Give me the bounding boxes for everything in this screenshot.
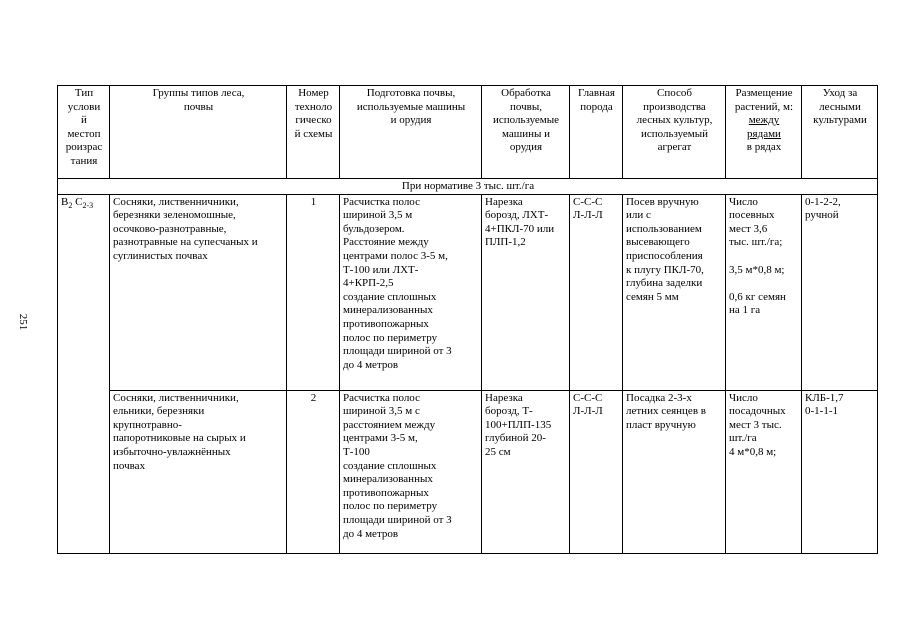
cell-line: семян 5 мм [626, 290, 679, 303]
cell-line: тыс. шт./га; [729, 236, 783, 249]
cell-line: шт./га [729, 432, 757, 445]
main-species-cell [570, 390, 623, 553]
cell-line: й схемы [294, 127, 333, 140]
cell-line: Номер [298, 87, 329, 99]
placement-cell [726, 194, 802, 390]
cell-line: местоп [67, 127, 101, 140]
cell-line: избыточно-увлажнённых [113, 445, 231, 458]
cell-line: центрами 3-5 м, [343, 432, 418, 445]
cell-line: Посадка 2-3-х [626, 391, 692, 404]
header-condition-type [58, 86, 110, 179]
scheme-no-cell: 2 [287, 390, 340, 553]
cell-line: суглинистых почвах [113, 249, 208, 262]
header-soil-treatment [482, 86, 570, 179]
header-placement-in-rows: в рядах [746, 141, 782, 154]
forest-groups-cell [110, 390, 287, 553]
cell-line: Сосняки, лиственничники, [113, 391, 239, 404]
cell-line: глубиной 20- [485, 432, 546, 445]
cell-line: пласт вручную [626, 418, 696, 431]
cell-line: и орудия [390, 114, 432, 127]
cell-line: 100+ПЛП-135 [485, 418, 552, 431]
cell-line: машины и [501, 127, 551, 140]
main-species-cell [570, 194, 623, 390]
cell-line: создание сплошных [343, 459, 437, 472]
cell-line: производства [643, 100, 706, 113]
cell-line: противопожарных [343, 317, 429, 330]
cell-line: Т-100 или ЛХТ- [343, 263, 419, 276]
cell-line: й [81, 114, 87, 127]
cell-line: полос по периметру [343, 331, 438, 344]
cell-line: осочково-разнотравные, [113, 222, 227, 235]
norm-row [58, 179, 878, 195]
forest-culture-table [57, 85, 878, 554]
header-placement [726, 86, 802, 179]
cell-line [729, 277, 799, 291]
cell-line [729, 250, 799, 264]
page-number: 251 [17, 313, 29, 331]
cell-line: Подготовка почвы, [366, 87, 456, 99]
header-placement-line: Размещение [735, 87, 793, 99]
header-placement-line: растений, м: [734, 100, 794, 113]
cell-line: лесными [819, 100, 861, 113]
cell-line: центрами полос 3-5 м, [343, 249, 448, 262]
header-placement-between-rows: между [748, 114, 780, 127]
cell-line: к плугу ПКЛ-70, [626, 263, 704, 276]
soil-treatment-cell [482, 194, 570, 390]
cell-line: 0,6 кг семян [729, 290, 786, 303]
cell-line: или с [626, 209, 651, 222]
cell-line: С-С-С [573, 391, 603, 404]
header-row [58, 86, 878, 179]
cell-line: 0-1-2-2, [805, 195, 841, 208]
cell-line: посадочных [729, 405, 786, 418]
cell-line: культурами [813, 114, 867, 127]
cell-line: 4+КРП-2,5 [343, 277, 394, 290]
cell-line: почвы [183, 100, 214, 113]
cell-line: мест 3,6 [729, 222, 768, 235]
cell-line: Обработка [501, 87, 551, 99]
cell-line: бульдозером. [343, 222, 405, 235]
cell-line: противопожарных [343, 486, 429, 499]
cell-line: на 1 га [729, 304, 761, 317]
header-placement-between-rows: рядами [747, 127, 781, 140]
cell-line: борозд, Т- [485, 405, 533, 418]
cell-line: 3,5 м*0,8 м; [729, 263, 785, 276]
method-cell [623, 390, 726, 553]
cell-line: используемый [640, 127, 709, 140]
placement-cell [726, 390, 802, 553]
header-scheme-no [287, 86, 340, 179]
cell-line: папоротниковые на сырых и [113, 432, 246, 445]
cell-line: площади шириной от 3 [343, 513, 452, 526]
care-cell [802, 194, 878, 390]
cell-line: 4 м*0,8 м; [729, 445, 777, 458]
cell-line: минерализованных [343, 473, 433, 486]
cell-line: полос по периметру [343, 500, 438, 513]
header-care [802, 86, 878, 179]
cell-line: Т-100 [343, 445, 370, 458]
cell-line: высевающего [626, 236, 690, 249]
header-forest-groups [110, 86, 287, 179]
cell-line: используемые машины [356, 100, 466, 113]
cell-line: Расчистка полос [343, 391, 420, 404]
cell-line: летних сеянцев в [626, 405, 706, 418]
cell-line: Способ [657, 87, 692, 99]
cell-line: почвах [113, 459, 146, 472]
cell-line: почвы, [510, 100, 542, 113]
soil-prep-cell [340, 390, 482, 553]
cell-line: Расчистка полос [343, 195, 420, 208]
care-cell [802, 390, 878, 553]
method-cell [623, 194, 726, 390]
cell-line: использованием [626, 222, 702, 235]
cell-line: борозд, ЛХТ- [485, 209, 549, 222]
norm-row-label: При нормативе 3 тыс. шт./га [58, 179, 878, 195]
header-soil-prep [340, 86, 482, 179]
cell-line: ельники, березняки [113, 405, 205, 418]
header-main-species [570, 86, 623, 179]
cell-line: Л-Л-Л [573, 405, 603, 418]
cell-line: Расстояние между [343, 236, 429, 249]
table-row [58, 194, 878, 390]
cell-line: шириной 3,5 м [343, 209, 413, 222]
cell-line: тания [70, 154, 98, 167]
cell-line: Нарезка [485, 391, 523, 404]
cell-line: техноло [294, 100, 333, 113]
cell-line: мест 3 тыс. [729, 418, 782, 431]
cell-line: Уход за [822, 87, 858, 99]
cell-line: разнотравные на супесчаных и [113, 236, 258, 249]
cell-line: приспособления [626, 249, 703, 262]
soil-treatment-cell [482, 390, 570, 553]
cell-line: до 4 метров [343, 527, 399, 540]
cell-line: шириной 3,5 м с [343, 405, 420, 418]
cell-line: крупнотравно- [113, 418, 182, 431]
cell-line: Посев вручную [626, 195, 699, 208]
cell-line: ручной [805, 209, 839, 222]
condition-code-cell [58, 194, 110, 553]
cell-line: КЛБ-1,7 [805, 391, 844, 404]
cell-line: Число [729, 391, 758, 404]
cell-line: Главная [578, 87, 615, 99]
condition-code: $В_2$ $С_{2-3}$ [61, 195, 94, 210]
cell-line: минерализованных [343, 304, 433, 317]
cell-line: ПЛП-1,2 [485, 236, 526, 249]
cell-line: березняки зеленомошные, [113, 209, 236, 222]
cell-line: роизрас [65, 141, 103, 154]
cell-line: 0-1-1-1 [805, 405, 838, 418]
cell-line: 25 см [485, 445, 511, 458]
scheme-no-cell: 1 [287, 194, 340, 390]
cell-line: лесных культур, [636, 114, 713, 127]
cell-line: услови [67, 100, 101, 113]
cell-line: Число [729, 195, 758, 208]
cell-line: расстоянием между [343, 418, 436, 431]
cell-line: С-С-С [573, 195, 603, 208]
cell-line: Л-Л-Л [573, 209, 603, 222]
cell-line: орудия [509, 141, 543, 154]
cell-line: гическо [295, 114, 332, 127]
cell-line: 4+ПКЛ-70 или [485, 222, 555, 235]
soil-prep-cell [340, 194, 482, 390]
cell-line: Группы типов леса, [152, 87, 245, 99]
cell-line: Сосняки, лиственничники, [113, 195, 239, 208]
cell-line: агрегат [657, 141, 692, 154]
cell-line: площади шириной от 3 [343, 345, 452, 358]
cell-line: посевных [729, 209, 775, 222]
cell-line: до 4 метров [343, 358, 399, 371]
header-method [623, 86, 726, 179]
cell-line: глубина заделки [626, 277, 703, 290]
cell-line: Нарезка [485, 195, 523, 208]
table-row [58, 390, 878, 553]
cell-line: Тип [74, 87, 94, 99]
forest-groups-cell [110, 194, 287, 390]
cell-line: порода [580, 100, 613, 113]
cell-line: используемые [492, 114, 560, 127]
cell-line: создание сплошных [343, 290, 437, 303]
